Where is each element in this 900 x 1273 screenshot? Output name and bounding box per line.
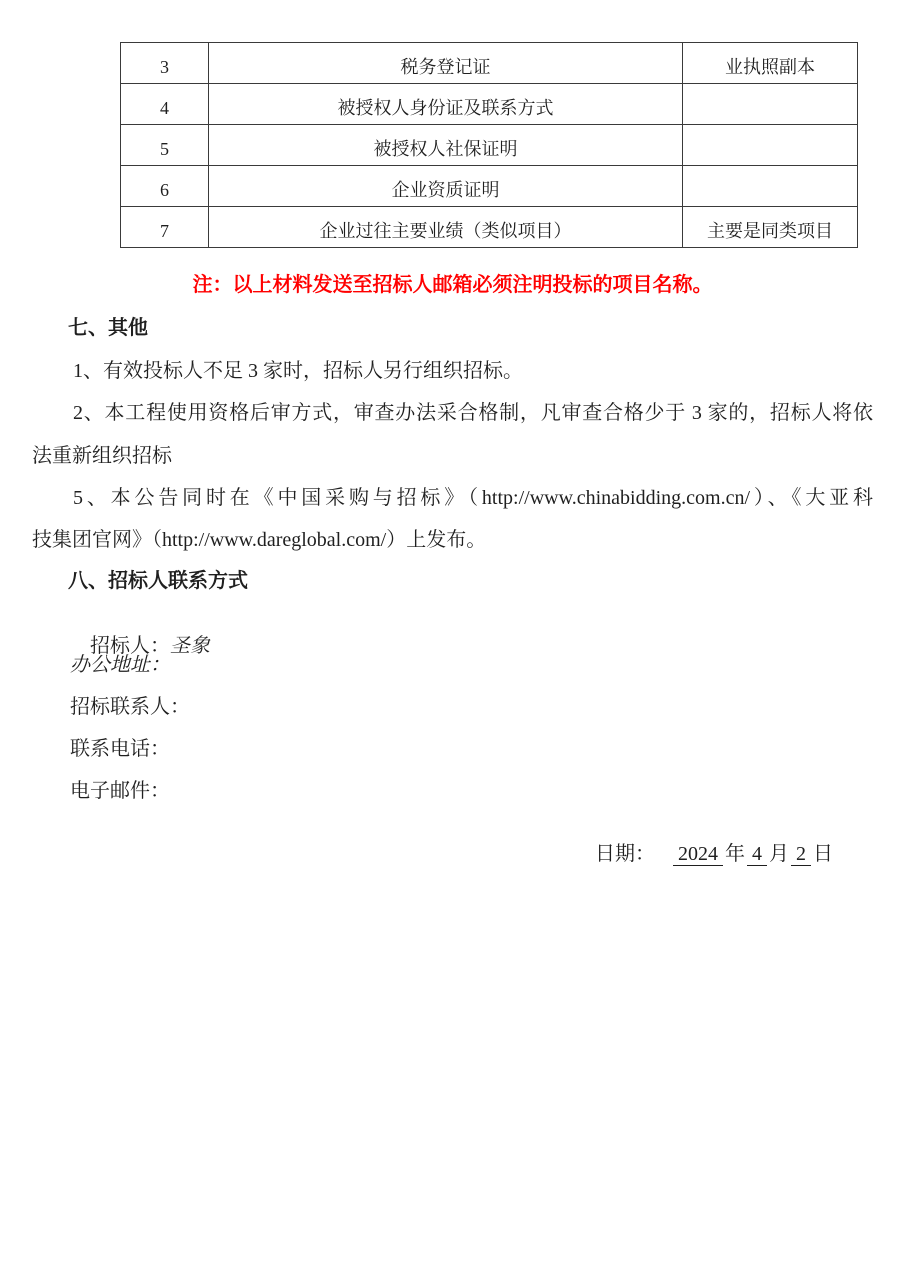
row-note: [683, 125, 858, 166]
row-material: 被授权人社保证明: [209, 125, 683, 166]
row-material: 被授权人身份证及联系方式: [209, 84, 683, 125]
paragraph-5-line-1: 5、本公告同时在《中国采购与招标》（http://www.chinabidding.com.cn/）、《大亚科: [73, 487, 873, 509]
date-year-unit: 年: [725, 843, 745, 865]
row-note: 业执照副本: [683, 43, 858, 84]
row-seq: 5: [121, 125, 209, 166]
section-heading-contact: 八、招标人联系方式: [68, 570, 248, 592]
table-row: [121, 166, 858, 207]
date-year: 2024: [673, 843, 723, 866]
date-label: 日期：: [595, 843, 655, 865]
row-seq: 7: [121, 207, 209, 248]
bidder-value: 圣象: [170, 635, 210, 657]
row-note: [683, 166, 858, 207]
materials-table: [120, 42, 858, 248]
paragraph-2-line-2: 法重新组织招标: [32, 445, 172, 467]
row-material: 企业资质证明: [209, 166, 683, 207]
row-seq: 3: [121, 43, 209, 84]
row-note: [683, 84, 858, 125]
row-material: 企业过往主要业绩（类似项目）: [209, 207, 683, 248]
table-row: [121, 125, 858, 166]
red-note: 注：以上材料发送至招标人邮箱必须注明投标的项目名称。: [192, 274, 713, 296]
date-line: [575, 820, 835, 889]
bidder-label: 招标人：: [90, 635, 170, 657]
date-month-unit: 月: [769, 843, 789, 865]
contact-phone-line: 联系电话：: [70, 738, 170, 760]
table-row: [121, 84, 858, 125]
paragraph-1: 1、有效投标人不足 3 家时，招标人另行组织招标。: [73, 360, 523, 382]
row-material: 税务登记证: [209, 43, 683, 84]
contact-email-line: 电子邮件：: [70, 780, 170, 802]
paragraph-2-line-1: 2、本工程使用资格后审方式，审查办法采合格制，凡审查合格少于 3 家的，招标人将依: [73, 402, 873, 424]
row-note: 主要是同类项目: [683, 207, 858, 248]
row-seq: 6: [121, 166, 209, 207]
contact-person-line: 招标联系人：: [70, 696, 190, 718]
date-month: 4: [747, 843, 767, 866]
date-day: 2: [791, 843, 811, 866]
section-heading-other: 七、其他: [68, 317, 148, 339]
table-row: [121, 207, 858, 248]
date-day-unit: 日: [813, 843, 833, 865]
row-seq: 4: [121, 84, 209, 125]
table-row: [121, 43, 858, 84]
paragraph-5-line-2: 技集团官网》（http://www.dareglobal.com/）上发布。: [32, 529, 487, 551]
contact-address-line: 办公地址：: [70, 654, 170, 676]
